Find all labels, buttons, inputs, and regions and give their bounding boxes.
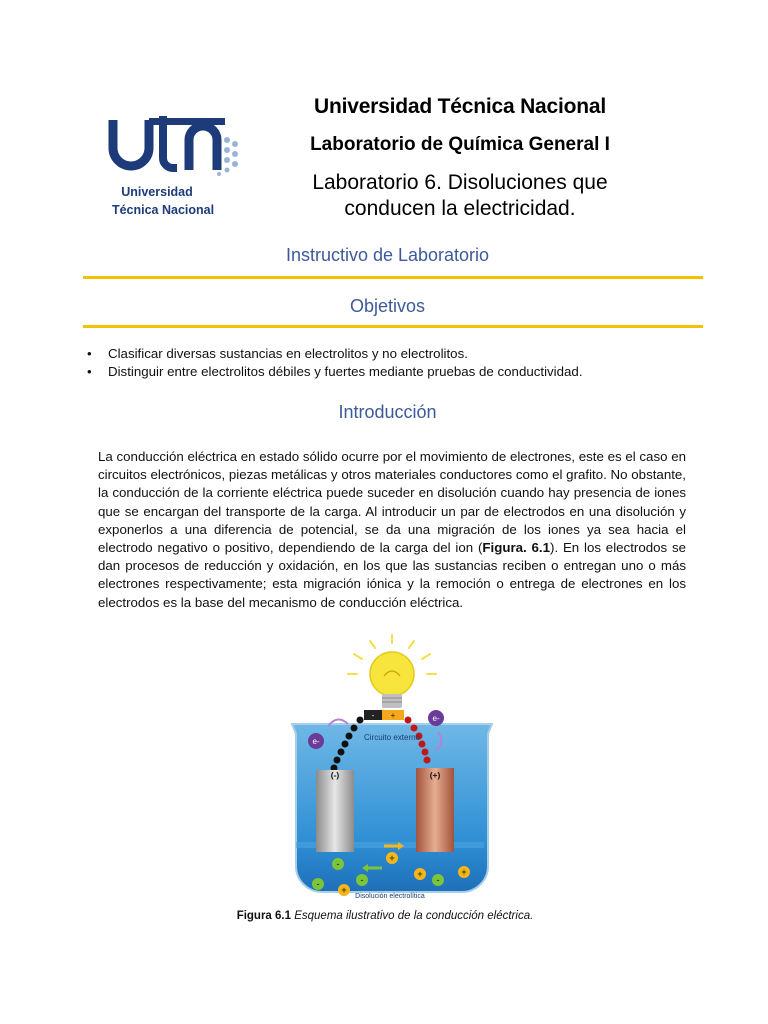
logo-line1: Universidad (121, 185, 193, 199)
lab-title-line1: Laboratorio 6. Disoluciones que (312, 171, 608, 194)
objetivos-list (83, 345, 583, 381)
list-item: • Distinguir entre electrolitos débiles y fuertes mediante pruebas de conductividad. (87, 364, 583, 379)
svg-text:-: - (371, 711, 375, 720)
svg-text:+: + (389, 853, 395, 863)
figure-reference: Figura. 6.1 (482, 540, 551, 556)
objetivos-heading: Objetivos (349, 296, 426, 316)
introduccion-paragraph: La conducción eléctrica en estado sólido ocurre por el movimiento de electrones, este es el caso en circuitos electrónicos, piezas metálicas y otros materiales conductores como el grafito. No obstante, la conducción de la corriente eléctrica puede suceder en disolución cuando hay presencia de iones que se encargan del transporte de la carga. Al introducir un par de electrodos en una disolución y exponerlos a una diferencia de potencial, se da una migración de los iones ya sea hacia el electrodo negativo o positivo, dependiendo de la carga del ion (Figura. 6.1). En los electrodos se dan procesos de reducción y oxidación, en los que las sustancias reciben o entregan uno o más electrones respectivamente; esta migración iónica y la remoción o entrega de electrones en los electrodos es la base del mecanismo de conducción eléctrica. (98, 449, 686, 610)
solution-label: Disolución electrolítica (355, 893, 425, 900)
svg-text:-: - (436, 875, 440, 885)
lab-title (260, 170, 660, 222)
svg-text:+: + (390, 711, 396, 720)
svg-text:+: + (341, 885, 347, 895)
svg-text:e-: e- (312, 737, 320, 746)
university-title: Universidad Técnica Nacional (313, 95, 606, 118)
svg-text:+: + (461, 867, 467, 877)
figure-caption: Figura 6.1 Esquema ilustrativo de la conducción eléctrica. (236, 910, 534, 922)
logo-line2: Técnica Nacional (111, 203, 215, 217)
utn-logo (105, 108, 245, 223)
bullet-icon: • (87, 364, 92, 379)
svg-text:(+): (+) (429, 770, 441, 780)
svg-text:+: + (417, 869, 423, 879)
positive-electrode (416, 768, 454, 852)
svg-text:e-: e- (432, 714, 440, 723)
svg-text:-: - (336, 859, 340, 869)
svg-text:-: - (316, 879, 320, 889)
instructivo-heading: Instructivo de Laboratorio (285, 245, 490, 265)
divider (83, 276, 703, 279)
bullet-icon: • (87, 346, 92, 361)
circuit-label: Circuito externo (363, 733, 421, 742)
lab-course-title: Laboratorio de Química General I (310, 134, 610, 155)
svg-text:(-): (-) (330, 770, 340, 780)
list-item: • Clasificar diversas sustancias en electrolitos y no electrolitos. (87, 346, 468, 361)
introduccion-heading: Introducción (338, 402, 437, 422)
lab-title-line2: conducen la electricidad. (344, 197, 576, 220)
divider (83, 325, 703, 328)
negative-electrode (316, 770, 354, 852)
light-bulb-icon (370, 652, 414, 696)
svg-text:-: - (360, 875, 364, 885)
conduction-figure (288, 632, 498, 902)
